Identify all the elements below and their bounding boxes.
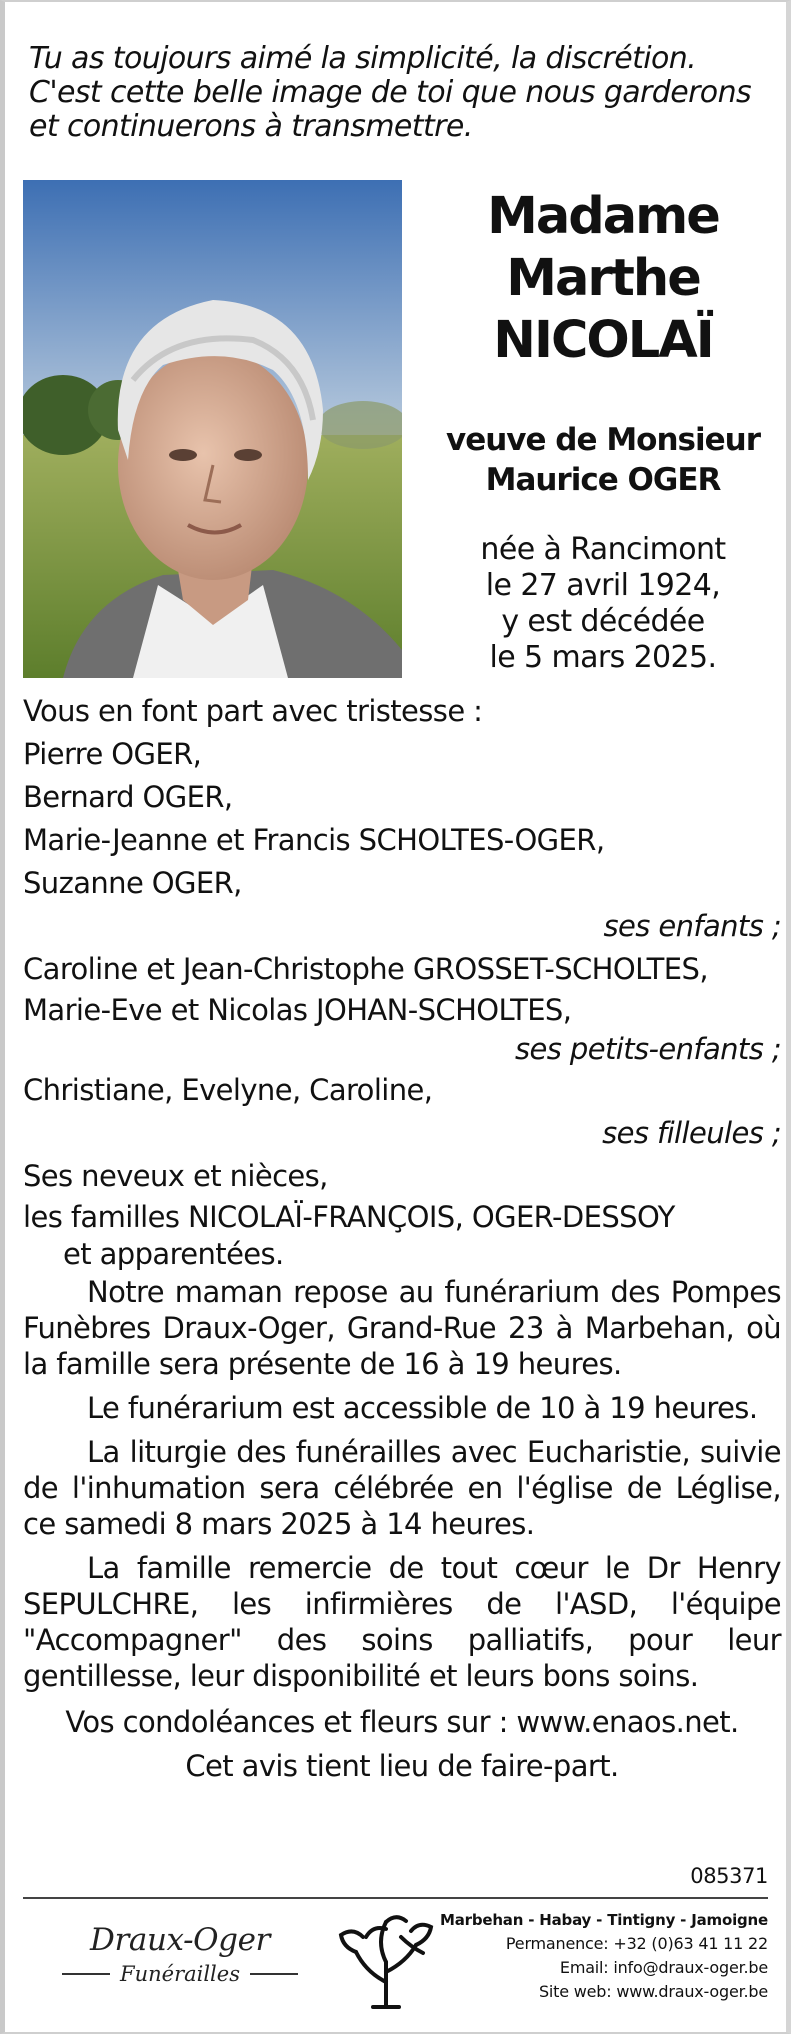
website-line: Site web: www.draux-oger.be	[538, 1982, 768, 2001]
family-member: Marie-Eve et Nicolas JOHAN-SCHOLTES,	[23, 993, 572, 1027]
birth-line: le 5 mars 2025.	[489, 640, 717, 675]
family-member: et apparentées.	[63, 1237, 284, 1271]
deceased-name	[415, 186, 791, 372]
tree-logo-icon	[331, 1907, 441, 2021]
family-member: Bernard OGER,	[23, 780, 233, 814]
contact-info	[428, 1908, 768, 2004]
portrait-photo	[23, 180, 402, 678]
family-member: les familles NICOLAÏ-FRANÇOIS, OGER-DESSOY	[23, 1200, 675, 1234]
brand-name: Draux-Oger	[90, 1922, 270, 1958]
widow-line: veuve de Monsieur	[445, 422, 760, 458]
family-member: Pierre OGER,	[23, 737, 202, 771]
quote-line: Tu as toujours aimé la simplicité, la discrétion.	[29, 41, 697, 76]
deceased-last-name: NICOLAÏ	[493, 311, 713, 370]
paragraph: La famille remercie de tout cœur le Dr Henry SEPULCHRE, les infirmières de l'ASD, l'équipe "Accompagner" des soins palliatifs, pour leur gentillesse, leur disponibilité et leurs bons soins.	[23, 1551, 781, 1693]
family-member: Marie-Jeanne et Francis SCHOLTES-OGER,	[23, 823, 605, 857]
relation-label: ses enfants ;	[603, 909, 781, 943]
phone-line: Permanence: +32 (0)63 41 11 22	[505, 1934, 768, 1953]
brand-subtitle: Funérailles	[120, 1962, 240, 1986]
birth-line: née à Rancimont	[480, 532, 726, 567]
birth-death-info	[415, 532, 791, 676]
locations: Marbehan - Habay - Tintigny - Jamoigne	[439, 1911, 768, 1929]
birth-line: le 27 avril 1924,	[485, 568, 721, 603]
email-line: Email: info@draux-oger.be	[559, 1958, 768, 1977]
relation-label: ses filleules ;	[602, 1116, 781, 1150]
birth-line: y est décédée	[501, 604, 705, 639]
family-member: Suzanne OGER,	[23, 866, 242, 900]
quote-line: et continuerons à transmettre.	[29, 109, 473, 144]
divider-line	[250, 1973, 298, 1975]
family-member: Caroline et Jean-Christophe GROSSET-SCHOLTES,	[23, 952, 708, 986]
reference-number: 085371	[690, 1864, 768, 1888]
divider-line	[62, 1973, 110, 1975]
announcement-body	[23, 690, 781, 1788]
family-member: Ses neveux et nièces,	[23, 1159, 328, 1193]
funeral-home-logo	[45, 1912, 315, 2022]
paragraph: Le funérarium est accessible de 10 à 19 heures.	[87, 1391, 758, 1425]
widow-of	[415, 420, 791, 500]
opening-quote	[29, 42, 769, 144]
widow-line: Maurice OGER	[485, 462, 721, 498]
brand-sub-row	[45, 1962, 315, 1986]
relation-label: ses petits-enfants ;	[515, 1032, 781, 1066]
deceased-first-name: Marthe	[506, 249, 700, 308]
announce-line: Vous en font part avec tristesse :	[23, 694, 483, 728]
paragraph: La liturgie des funérailles avec Eucharistie, suivie de l'inhumation sera célébrée en l'église de Léglise, ce samedi 8 mars 2025 à 14 heures.	[23, 1435, 781, 1541]
footer-divider	[23, 1897, 768, 1899]
family-member: Christiane, Evelyne, Caroline,	[23, 1073, 433, 1107]
deceased-title: Madame	[487, 187, 719, 246]
paragraph: Notre maman repose au funérarium des Pompes Funèbres Draux-Oger, Grand-Rue 23 à Marbehan, où la famille sera présente de 16 à 19 heures.	[23, 1275, 781, 1381]
quote-line: C'est cette belle image de toi que nous garderons	[29, 75, 752, 110]
notice-line: Cet avis tient lieu de faire-part.	[185, 1749, 619, 1783]
condolences-line: Vos condoléances et fleurs sur : www.enaos.net.	[65, 1705, 739, 1739]
